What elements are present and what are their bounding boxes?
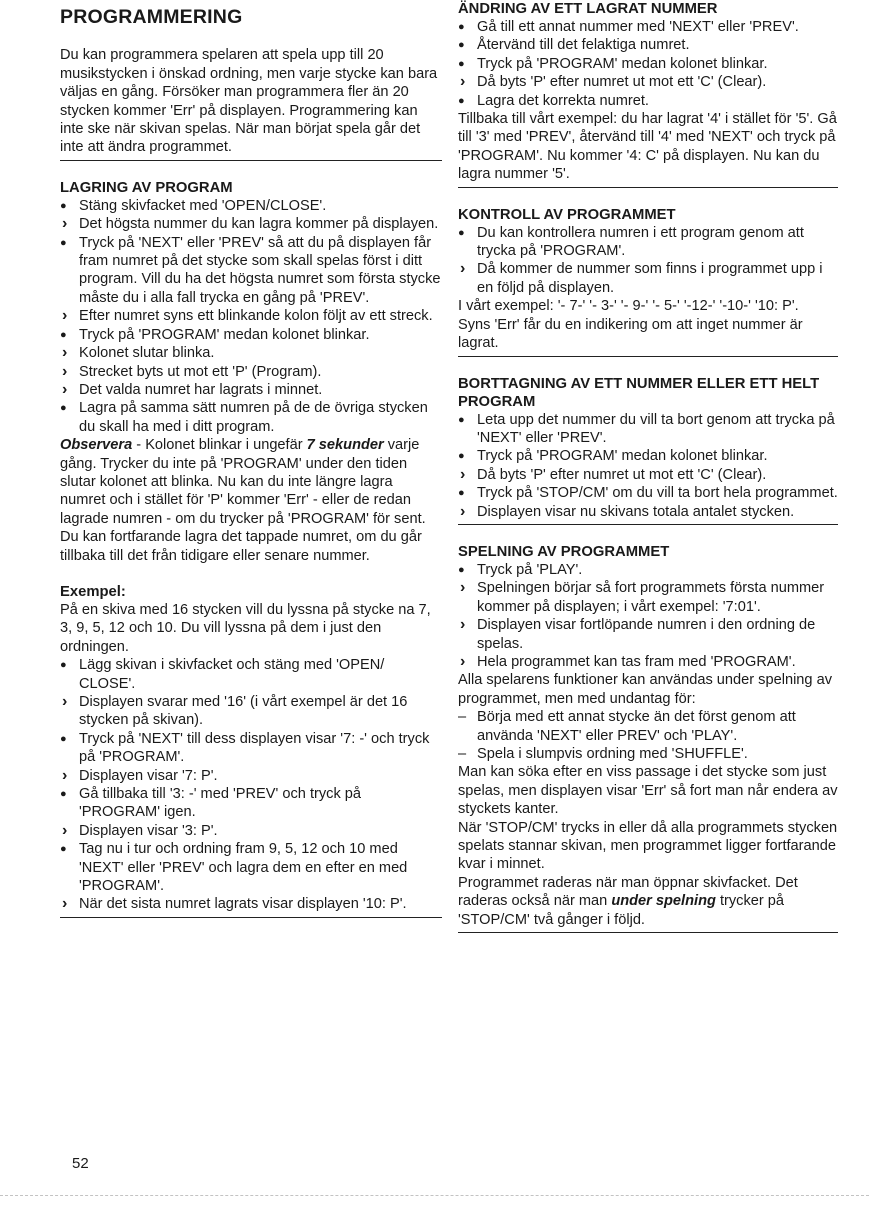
result-step [458,466,838,484]
step-text: Leta upp det nummer du vill ta bort genom att trycka på 'NEXT' eller 'PREV'. [477,411,835,446]
arrow-icon [60,215,74,233]
step-text: Tryck på 'PROGRAM' medan kolonet blinkar. [79,326,370,343]
arrow-icon [458,260,472,278]
result-step [458,616,838,653]
result-step [458,503,838,521]
result-step [60,344,442,362]
storing-steps [60,197,442,436]
bullet-icon [458,36,472,55]
step-text: Du kan kontrollera numren i ett program genom att trycka på 'PROGRAM'. [477,224,804,260]
bullet-icon [458,561,472,580]
step-text: Spela i slumpvis ordning med 'SHUFFLE'. [477,746,748,762]
dash-icon [458,708,472,726]
section-divider [458,932,838,933]
result-step [458,260,838,297]
arrow-icon [60,381,74,399]
play-stop-text: När 'STOP/CM' trycks in eller då alla programmets stycken spelats stannar skivan, men programmet ligger fortfarande kvar i minnet. [458,819,838,873]
change-heading: ÄNDRING AV ETT LAGRAT NUMMER [458,1,718,17]
step-text: När det sista numret lagrats visar displayen '10: P'. [79,896,407,913]
arrow-icon [458,616,472,634]
step-text: Lagra det korrekta numret. [477,92,649,109]
result-step [458,73,838,91]
bullet-icon [60,234,74,253]
arrow-icon [60,693,74,711]
step-text: Displayen svarar med '16' (i vårt exempel är det 16 stycken på skivan). [79,694,408,729]
result-step [60,215,442,233]
storing-note: Observera - Kolonet blinkar i ungefär 7 sekunder varje gång. Trycker du inte på 'PROGRAM' under den tiden slutar kolonet att blinka. Nu kan du inte längre lagra numret och i stället för 'P' kommer 'Err' - eller de redan lagrade numren - om du trycker på 'PROGRAM' för sent. Du kan fortfarande lagra det tappade numret, om du går tillbaka till det från tidigare eller senare nummer. [60,437,426,564]
bullet-step [458,447,838,465]
bullet-step [458,484,838,502]
step-text: Lagra på samma sätt numren på de de övriga stycken du skall ha med i ditt program. [79,400,428,435]
example-intro: På en skiva med 16 stycken vill du lyssna på stycke na 7, 3, 9, 5, 12 och 10. Du vill lyssna på dem i just den ordningen. [60,601,431,655]
step-text: Gå till ett annat nummer med 'NEXT' eller 'PREV'. [477,19,799,35]
remove-heading: BORTTAGNING AV ETT NUMMER ELLER ETT HELT PROGRAM [458,375,820,410]
left-column [60,0,442,918]
scan-edge-line [0,1195,869,1198]
result-step [60,381,442,399]
result-step [60,363,442,381]
step-text: Tryck på 'NEXT' eller 'PREV' så att du på displayen får fram numret på det stycke som skall spelas först i ditt program. Vill du ha det högsta numret som första stycke måste du i alla fall trycka en gång på 'PREV'. [79,234,441,306]
step-text: Displayen visar fortlöpande numren i den ordning de spelas. [477,617,816,652]
result-step [60,693,442,730]
bullet-step [458,55,838,73]
storing-heading: LAGRING AV PROGRAM [60,179,233,196]
bullet-step [60,840,442,895]
bullet-step [458,92,838,110]
step-text: Tryck på 'STOP/CM' om du vill ta bort hela programmet. [477,485,838,502]
result-step [60,307,442,325]
dash-icon [458,745,472,763]
step-text: Spelningen börjar så fort programmets första nummer kommer på displayen; i vårt exempel: '7:01'. [477,580,825,615]
example-steps [60,656,442,914]
step-text: Då byts 'P' efter numret ut mot ett 'C' (Clear). [477,74,767,91]
bullet-icon [60,326,74,345]
right-column [458,0,838,933]
bullet-step [60,730,442,767]
step-text: Börja med ett annat stycke än det först genom att använda 'NEXT' eller PREV' och 'PLAY'. [477,709,796,744]
arrow-icon [60,344,74,362]
change-text: Tillbaka till vårt exempel: du har lagrat '4' i stället för '5'. Gå till '3' med 'PREV', återvänd till '4' med 'NEXT' och tryck på 'PROGRAM'. Nu kommer '4: C' på displayen. Nu kan du lagra nummer '5'. [458,111,837,183]
step-text: Kolonet slutar blinka. [79,345,215,362]
bullet-icon [458,484,472,503]
result-step [60,895,442,913]
bullet-icon [458,92,472,111]
step-text: Tryck på 'PROGRAM' medan kolonet blinkar. [477,55,768,72]
step-text: Efter numret syns ett blinkande kolon följt av ett streck. [79,308,433,325]
bullet-step [458,224,838,261]
bullet-step [60,197,442,215]
step-text: Det valda numret har lagrats i minnet. [79,381,323,398]
bullet-step [458,18,838,36]
step-text: Lägg skivan i skivfacket och stäng med 'OPEN/ CLOSE'. [79,657,385,692]
step-text: Det högsta nummer du kan lagra kommer på displayen. [79,216,439,233]
bullet-step [60,656,442,693]
bullet-icon [458,411,472,430]
page-title: PROGRAMMERING [60,6,243,28]
check-err-text: Syns 'Err' får du en indikering om att inget nummer är lagrat. [458,316,803,352]
step-text: Återvänd till det felaktiga numret. [477,37,690,54]
section-divider [60,917,442,918]
bullet-step [458,411,838,448]
play-steps [458,561,838,671]
bullet-step [60,234,442,308]
remove-steps [458,411,838,521]
step-text: Displayen visar '7: P'. [79,767,218,784]
arrow-icon [60,895,74,913]
bullet-step [60,785,442,822]
check-heading: KONTROLL AV PROGRAMMET [458,206,676,223]
step-text: Displayen visar nu skivans totala antalet stycken. [477,503,795,520]
arrow-icon [60,822,74,840]
bullet-icon [60,785,74,804]
step-text: Stäng skivfacket med 'OPEN/CLOSE'. [79,197,327,214]
arrow-icon [458,503,472,521]
bullet-icon [458,224,472,243]
play-heading: SPELNING AV PROGRAMMET [458,543,670,560]
result-step [458,579,838,616]
arrow-icon [60,767,74,785]
dash-item [458,745,838,763]
play-search-text: Man kan söka efter en viss passage i det stycke som just spelas, men displayen visar 'Err' så fort man når endera av styckets kanter. [458,764,838,818]
arrow-icon [60,363,74,381]
arrow-icon [458,653,472,671]
arrow-icon [60,307,74,325]
bullet-icon [458,447,472,466]
note-label: Observera [60,437,133,454]
result-step [60,767,442,785]
bullet-icon [60,656,74,675]
step-text: Hela programmet kan tas fram med 'PROGRAM'. [477,653,796,670]
play-exceptions [458,708,838,763]
arrow-icon [458,73,472,91]
step-text: Displayen visar '3: P'. [79,822,218,839]
bullet-icon [60,840,74,859]
bullet-icon [60,399,74,418]
page-number: 52 [72,1155,89,1172]
step-text: Då kommer de nummer som finns i programmet upp i en följd på displayen. [477,261,823,296]
dash-item [458,708,838,745]
intro-paragraph: Du kan programmera spelaren att spela upp till 20 musikstycken i önskad ordning, men varje stycke kan bara väljas en gång. Försöker man programmera fler än 20 stycken kommer 'Err' på displayen. Programmering kan inte ske när skivan spelas. När man börjat spela går det inte att ändra programmet. [60,47,438,156]
step-text: Då byts 'P' efter numret ut mot ett 'C' (Clear). [477,466,767,483]
result-step [458,653,838,671]
bullet-step [458,36,838,54]
arrow-icon [458,466,472,484]
play-erase-emphasis: under spelning [611,893,716,910]
play-erase-text: Programmet raderas när man öppnar skivfacket. Det raderas också när man under spelning trycker på 'STOP/CM' två gånger i följd. [458,874,798,928]
bullet-step [60,399,442,436]
bullet-step [458,561,838,579]
step-text: Tag nu i tur och ordning fram 9, 5, 12 och 10 med 'NEXT' eller 'PREV' och lagra dem en efter en med 'PROGRAM'. [79,841,408,895]
step-text: Tryck på 'NEXT' till dess displayen visar '7: -' och tryck på 'PROGRAM'. [79,730,430,766]
bullet-icon [60,197,74,216]
bullet-icon [458,55,472,74]
note-emphasis: 7 sekunder [306,437,384,454]
arrow-icon [458,579,472,597]
step-text: Tryck på 'PROGRAM' medan kolonet blinkar. [477,448,768,465]
result-step [60,822,442,840]
step-text: Strecket byts ut mot ett 'P' (Program). [79,363,322,380]
bullet-icon [60,730,74,749]
example-heading: Exempel: [60,583,126,600]
bullet-icon [458,18,472,37]
step-text: Tryck på 'PLAY'. [477,561,583,578]
play-functions-text: Alla spelarens funktioner kan användas under spelning av programmet, men med undantag för: [458,672,833,707]
step-text: Gå tillbaka till '3: -' med 'PREV' och tryck på 'PROGRAM' igen. [79,786,362,821]
bullet-step [60,326,442,344]
check-steps [458,224,838,298]
change-steps [458,18,838,110]
check-example: I vårt exempel: '- 7-' '- 3-' '- 9-' '- 5-' '-12-' '-10-' '10: P'. [458,298,799,315]
